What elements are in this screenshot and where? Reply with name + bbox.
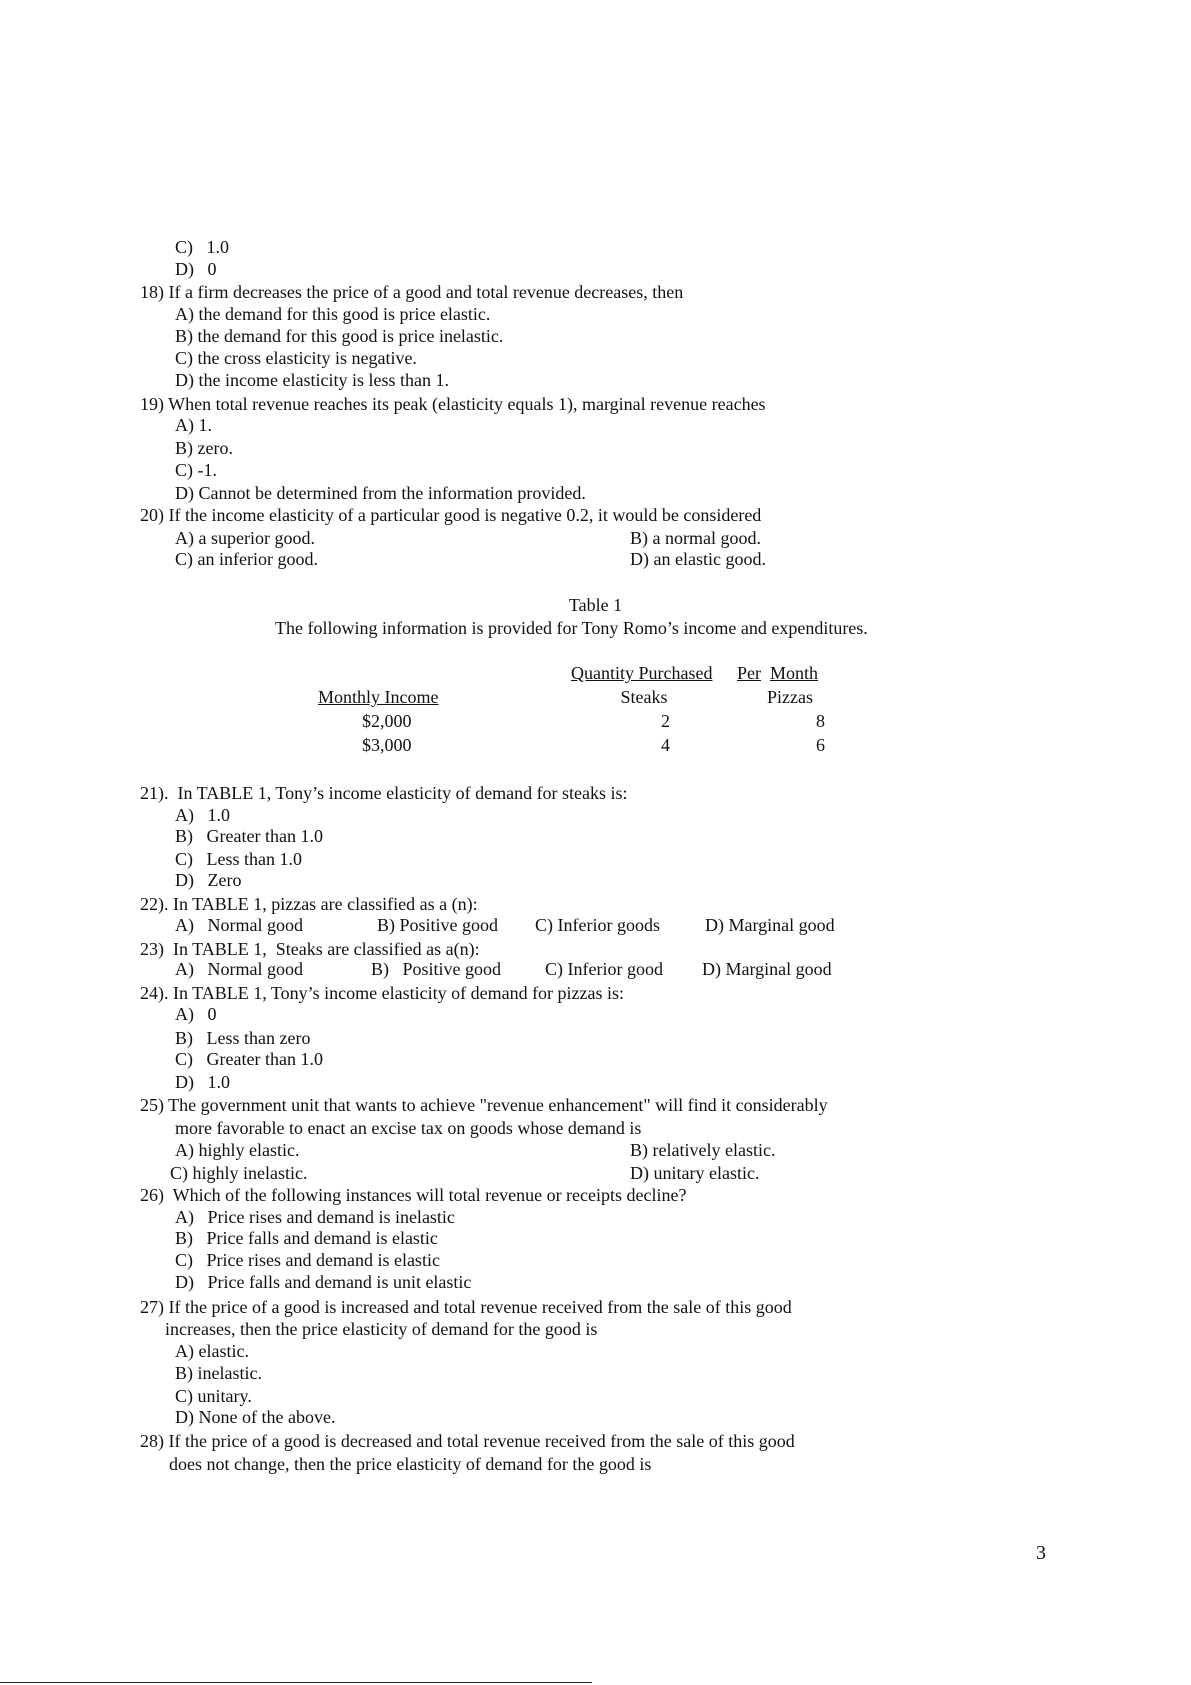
q26-option-c: C) Price rises and demand is elastic <box>175 1250 440 1270</box>
q28-stem: 28) If the price of a good is decreased and total revenue received from the sale of this good <box>140 1431 795 1451</box>
q25-option-a: A) highly elastic. <box>175 1140 300 1160</box>
table1-group-header-per: Per <box>737 663 761 683</box>
q23-option-b: B) Positive good <box>371 959 502 979</box>
q19-option-a: A) 1. <box>175 415 212 435</box>
q26-option-a: A) Price rises and demand is inelastic <box>175 1207 455 1227</box>
q26-stem: 26) Which of the following instances will total revenue or receipts decline? <box>140 1185 687 1205</box>
q23-option-d: D) Marginal good <box>702 959 832 979</box>
q18-option-b: B) the demand for this good is price inelastic. <box>175 326 504 346</box>
q23-option-c: C) Inferior good <box>545 959 663 979</box>
q26-option-d: D) Price falls and demand is unit elastic <box>175 1272 472 1292</box>
q28-stem-continued: does not change, then the price elasticity of demand for the good is <box>169 1454 652 1474</box>
q20-option-a: A) a superior good. <box>175 528 315 548</box>
q18-option-a: A) the demand for this good is price elastic. <box>175 304 491 324</box>
q17-option-c: C) 1.0 <box>175 237 229 257</box>
q27-stem: 27) If the price of a good is increased and total revenue received from the sale of this good <box>140 1297 792 1317</box>
table1-cell-income: $3,000 <box>362 735 412 755</box>
page-number: 3 <box>1036 1542 1046 1564</box>
q24-option-c: C) Greater than 1.0 <box>175 1049 323 1069</box>
q18-stem: 18) If a firm decreases the price of a good and total revenue decreases, then <box>140 282 684 302</box>
q18-option-c: C) the cross elasticity is negative. <box>175 348 417 368</box>
table1-title: Table 1 <box>568 595 623 615</box>
table1-col-income: Monthly Income <box>318 687 439 707</box>
table1-col-steaks: Steaks <box>620 687 668 707</box>
q21-option-a: A) 1.0 <box>175 805 230 825</box>
q27-option-b: B) inelastic. <box>175 1363 262 1383</box>
q21-option-b: B) Greater than 1.0 <box>175 826 323 846</box>
q22-option-a: A) Normal good <box>175 915 303 935</box>
q22-option-d: D) Marginal good <box>705 915 835 935</box>
q24-stem: 24). In TABLE 1, Tony’s income elasticity of demand for pizzas is: <box>140 983 625 1003</box>
q27-stem-continued: increases, then the price elasticity of demand for the good is <box>165 1319 598 1339</box>
q20-option-c: C) an inferior good. <box>175 549 318 569</box>
q19-stem: 19) When total revenue reaches its peak (elasticity equals 1), marginal revenue reaches <box>140 394 766 414</box>
q25-option-c: C) highly inelastic. <box>170 1163 308 1183</box>
q23-option-a: A) Normal good <box>175 959 303 979</box>
q24-option-b: B) Less than zero <box>175 1028 311 1048</box>
table1-cell-pizzas: 8 <box>816 711 825 731</box>
q22-option-c: C) Inferior goods <box>535 915 660 935</box>
table1-group-header-month: Month <box>770 663 819 683</box>
table1-cell-pizzas: 6 <box>816 735 825 755</box>
q19-option-b: B) zero. <box>175 438 233 458</box>
q22-stem: 22). In TABLE 1, pizzas are classified as a (n): <box>140 894 478 914</box>
q24-option-a: A) 0 <box>175 1004 217 1024</box>
q27-option-d: D) None of the above. <box>175 1407 336 1427</box>
q20-option-d: D) an elastic good. <box>630 549 766 569</box>
table1-group-header-quantity: Quantity Purchased <box>571 663 713 683</box>
q21-option-c: C) Less than 1.0 <box>175 849 302 869</box>
table1-caption: The following information is provided for Tony Romo’s income and expenditures. <box>275 618 868 638</box>
q21-option-d: D) Zero <box>175 870 242 890</box>
table1-cell-steaks: 2 <box>661 711 670 731</box>
q18-option-d: D) the income elasticity is less than 1. <box>175 370 449 390</box>
q25-stem-continued: more favorable to enact an excise tax on goods whose demand is <box>175 1118 642 1138</box>
q25-option-d: D) unitary elastic. <box>630 1163 760 1183</box>
q24-option-d: D) 1.0 <box>175 1072 230 1092</box>
table1-cell-steaks: 4 <box>661 735 670 755</box>
q17-option-d: D) 0 <box>175 259 217 279</box>
q27-option-a: A) elastic. <box>175 1341 249 1361</box>
q19-option-c: C) -1. <box>175 460 217 480</box>
q25-stem: 25) The government unit that wants to achieve "revenue enhancement" will find it considerably <box>140 1095 828 1115</box>
q26-option-b: B) Price falls and demand is elastic <box>175 1228 438 1248</box>
q22-option-b: B) Positive good <box>377 915 499 935</box>
table1-cell-income: $2,000 <box>362 711 412 731</box>
q19-option-d: D) Cannot be determined from the information provided. <box>175 483 586 503</box>
q20-option-b: B) a normal good. <box>630 528 761 548</box>
q27-option-c: C) unitary. <box>175 1386 252 1406</box>
bottom-rule <box>0 1682 592 1683</box>
table1-col-pizzas: Pizzas <box>767 687 813 707</box>
q20-stem: 20) If the income elasticity of a particular good is negative 0.2, it would be considered <box>140 505 762 525</box>
q23-stem: 23) In TABLE 1, Steaks are classified as a(n): <box>140 939 480 959</box>
q25-option-b: B) relatively elastic. <box>630 1140 776 1160</box>
q21-stem: 21). In TABLE 1, Tony’s income elasticity of demand for steaks is: <box>140 783 628 803</box>
